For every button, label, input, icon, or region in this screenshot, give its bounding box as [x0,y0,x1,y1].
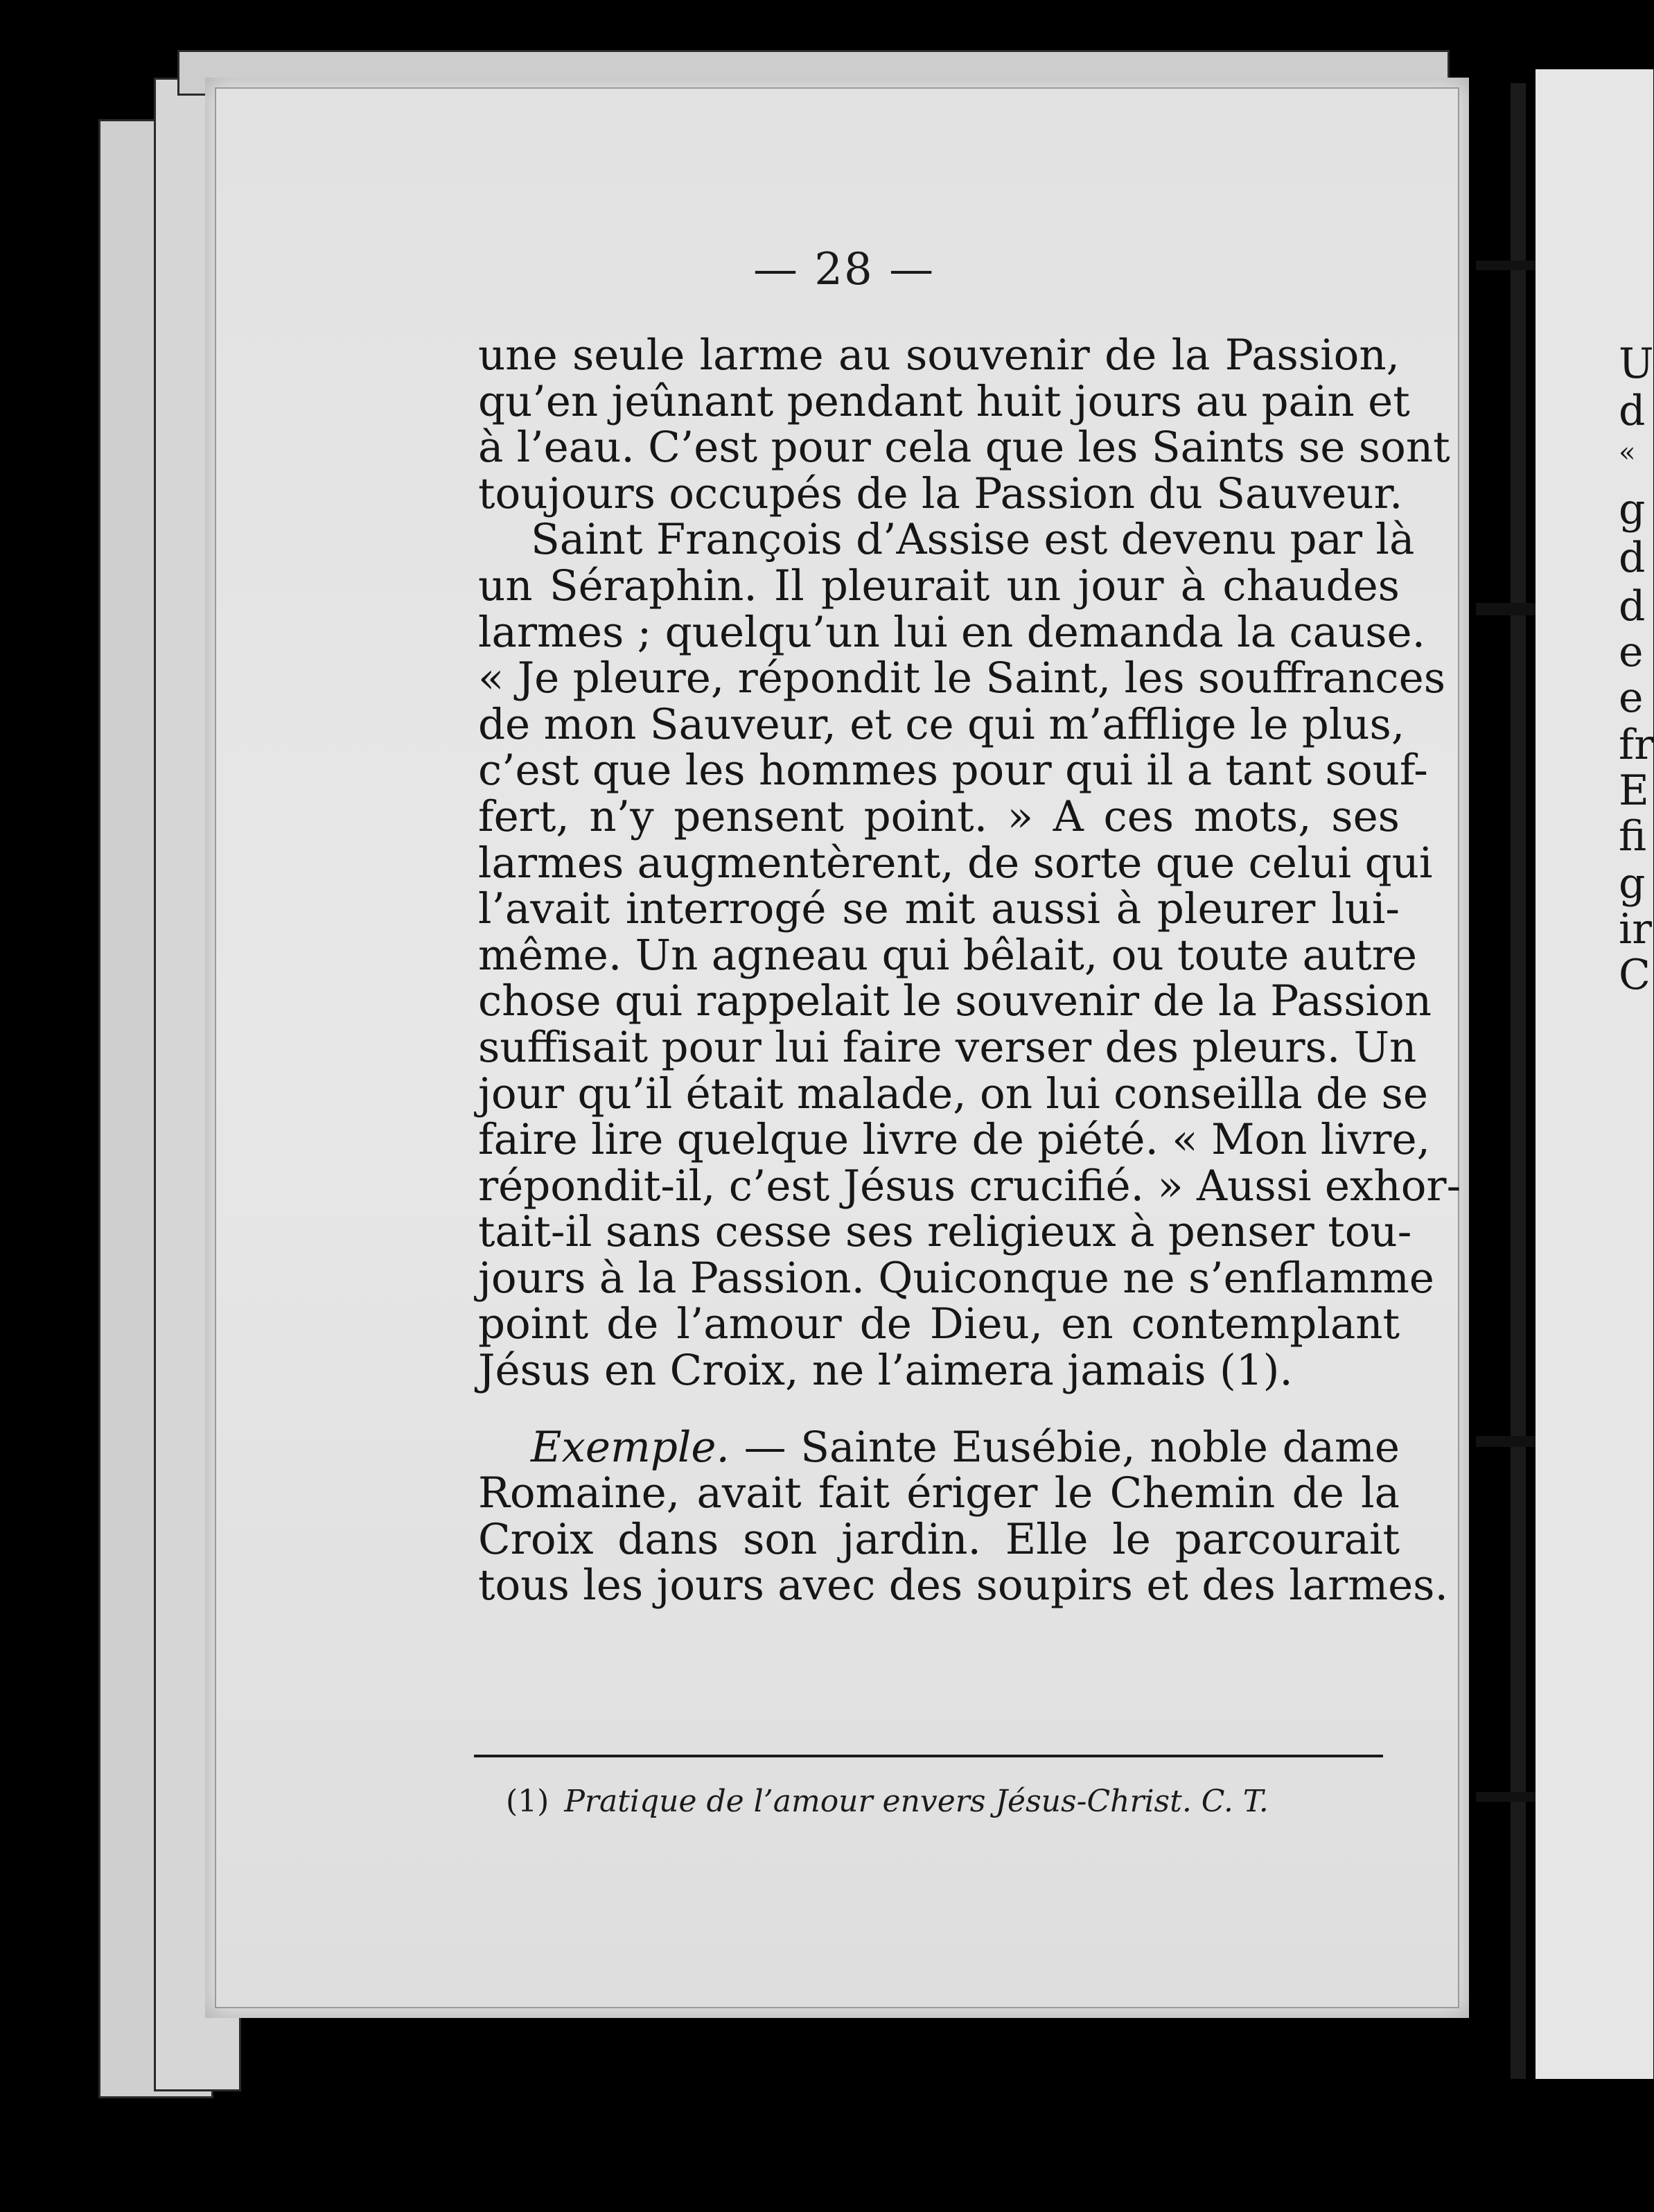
adjacent-page-char: C [1619,951,1651,999]
text-line: une seule larme au souvenir de la Passion, [478,331,1400,380]
text-line: qu’en jeûnant pendant huit jours au pain et [478,376,1410,426]
adjacent-page-char: E [1619,766,1649,815]
text-line: jour qu’il était malade, on lui conseilla de se [478,1069,1428,1118]
text-line: jours à la Passion. Quiconque ne s’enflamme [478,1253,1434,1303]
footnote-divider [474,1755,1383,1757]
text-line: fert, n’y pensent point. » A ces mots, ses [478,791,1400,841]
text-line: larmes ; quelqu’un lui en demanda la cause. [478,607,1426,657]
adjacent-page-char: d [1619,387,1646,435]
text-line: faire lire quelque livre de piété. « Mon livre, [478,1115,1430,1165]
adjacent-page-char: « [1619,437,1636,468]
text-line: toujours occupés de la Passion du Sauveur. [478,468,1403,518]
adjacent-page-char: ir [1619,905,1652,954]
adjacent-page-char: g [1619,859,1646,908]
adjacent-page-char: d [1619,582,1646,631]
example-text: — Sainte Eusébie, noble dame [729,1422,1400,1472]
paragraph-gap [478,1394,1400,1425]
text-line: de mon Sauveur, et ce qui m’afflige le plus, [478,699,1405,749]
text-line: chose qui rappelait le souvenir de la Passion [478,976,1432,1026]
adjacent-page-char: g [1619,485,1646,534]
text-line: même. Un agneau qui bêlait, ou toute autre [478,930,1418,980]
text-line: Jésus en Croix, ne l’aimera jamais (1). [478,1346,1293,1396]
text-line: c’est que les hommes pour qui il a tant souf- [478,746,1428,796]
text-line: « Je pleure, répondit le Saint, les souffrances [478,653,1446,703]
text-line: répondit-il, c’est Jésus crucifié. » Aussi exhor- [478,1161,1461,1211]
adjacent-page-char: d [1619,534,1646,582]
text-line: suffisait pour lui faire verser des pleurs. Un [478,1022,1417,1072]
footnote [506,1784,1393,1819]
text-line: l’avait interrogé se mit aussi à pleurer lui- [478,884,1400,934]
text-line: Saint François d’Assise est devenu par là [531,515,1415,565]
footnote-ref: (1) [506,1784,549,1819]
text-line: Romaine, avait fait ériger le Chemin de la [478,1468,1400,1518]
adjacent-page-char: e [1619,674,1644,722]
adjacent-page-char: e [1619,628,1644,676]
text-line: point de l’amour de Dieu, en contemplant [478,1299,1400,1349]
example-first-line [478,1422,1400,1472]
binding-thread [1511,83,1526,2079]
text-line: un Séraphin. Il pleurait un jour à chaudes [478,561,1400,611]
adjacent-page-char: fr [1619,721,1654,769]
footnote-text: Pratique de l’amour envers Jésus-Christ. C. T. [564,1784,1269,1819]
text-line: tous les jours avec des soupirs et des larmes. [478,1561,1448,1610]
main-text-block [478,331,1461,1610]
text-line: Croix dans son jardin. Elle le parcourait [478,1514,1400,1564]
adjacent-page-char: U [1619,340,1654,388]
example-label: Exemple. [531,1422,730,1472]
text-line: à l’eau. C’est pour cela que les Saints se sont [478,423,1450,473]
text-line: larmes augmentèrent, de sorte que celui qui [478,838,1433,888]
adjacent-page-char: fi [1619,812,1647,861]
text-line: tait-il sans cesse ses religieux à penser tou- [478,1207,1412,1257]
page-number: — 28 — [753,244,935,295]
